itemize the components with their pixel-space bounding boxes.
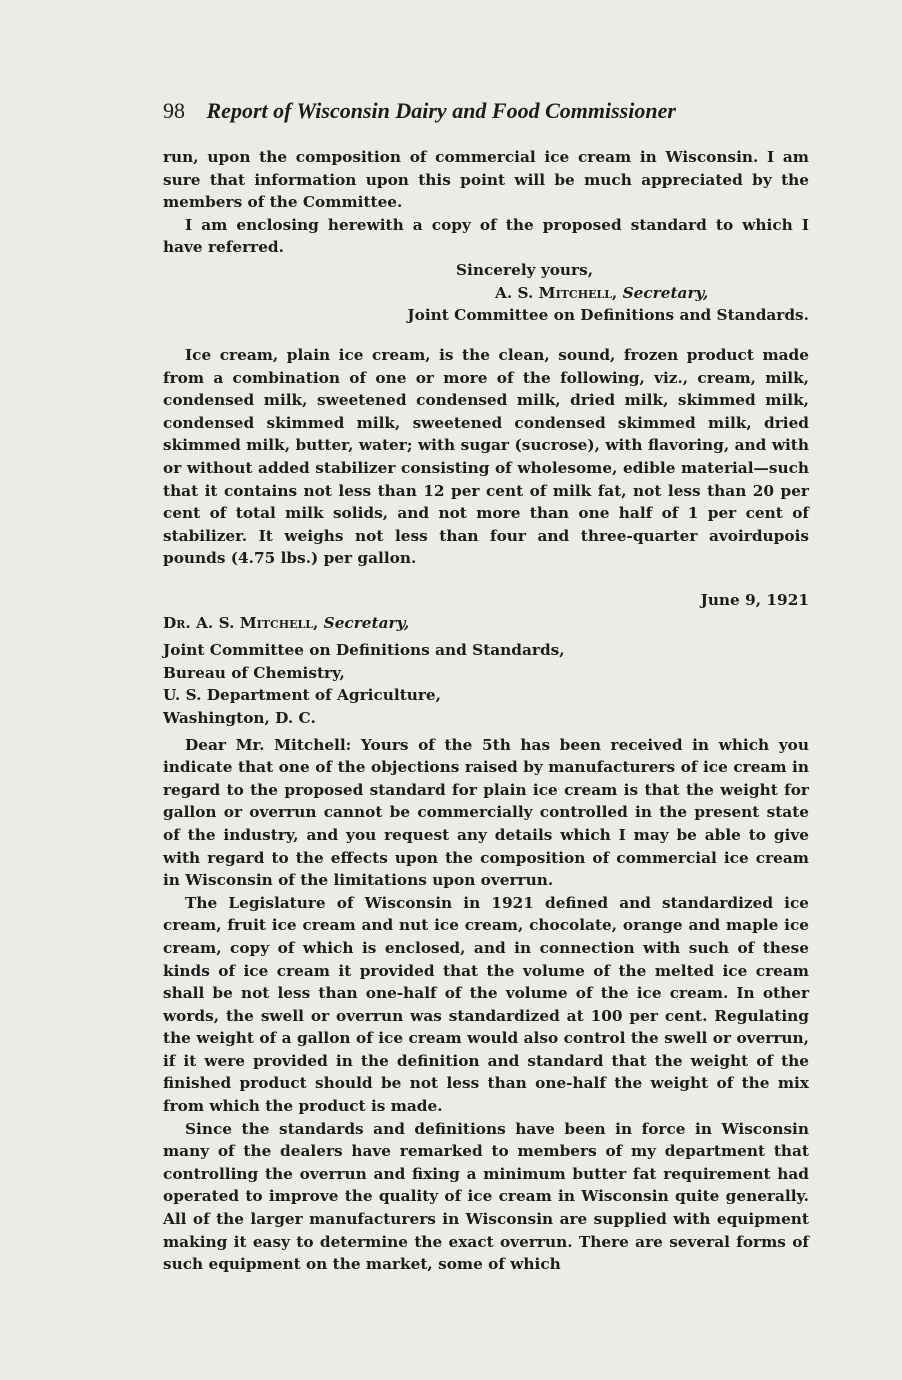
address-line: U. S. Department of Agriculture,	[163, 686, 441, 705]
address-line: Bureau of Chemistry,	[163, 663, 345, 682]
signer-title: Secretary,	[622, 283, 709, 302]
addressee-title: Secretary,	[323, 613, 410, 632]
running-header	[163, 98, 783, 124]
signer-name: A. S. Mitchell,	[495, 283, 618, 302]
running-title: Report of Wisconsin Dairy and Food Commissioner	[206, 98, 676, 123]
letter-paragraph: The Legislature of Wisconsin in 1921 defined and standardized ice cream, fruit ice cream and nut ice cream, chocolate, orange and maple ice cream, copy of which is enclosed, and in connection with such of these kinds of ice cream it provided that the volume of the melted ice cream shall be not less than one-half of the volume of the ice cream. In other words, the swell or overrun was standardized at 100 per cent. Regulating the weight of a gallon of ice cream would also control the swell or overrun, if it were provided in the definition and standard that the weight of the finished product should be not less than one-half the weight of the mix from which the product is made.	[163, 893, 809, 1116]
proposed-standard-text: Ice cream, plain ice cream, is the clean, sound, frozen product made from a combination of one or more of the following, viz., cream, milk, condensed milk, sweetened condensed milk, dried milk, skimmed milk, condensed skimmed milk, sweetened condensed skimmed milk, dried skimmed milk, butter, water; with sugar (sucrose), with flavoring, and with or without added stabilizer consisting of wholesome, edible material—such that it contains not less than 12 per cent of milk fat, not less than 20 per cent of total milk solids, and not more than one half of 1 per cent of stabilizer. It weighs not less than four and three-quarter avoirdupois pounds (4.75 lbs.) per gallon.	[163, 346, 809, 568]
proposed-standard-block	[163, 344, 809, 570]
letter-one-signature	[163, 282, 809, 305]
letter-one-block	[163, 146, 809, 327]
letter-paragraph: Dear Mr. Mitchell: Yours of the 5th has been received in which you indicate that one of the objections raised by manufacturers of ice cream in regard to the proposed standard for plain ice cream is that the weight for gallon or overrun cannot be commercially controlled in the present state of the industry, and you request any details which I may be able to give with regard to the effects upon the composition of commercial ice cream in Wisconsin of the limitations upon overrun.	[163, 735, 809, 890]
letter-paragraph: Since the standards and definitions have been in force in Wisconsin many of the dealers have remarked to members of my department that controlling the overrun and fixing a minimum butter fat requirement had operated to improve the quality of ice cream in Wisconsin quite generally. All of the larger manufacturers in Wisconsin are supplied with equipment making it easy to determine the exact overrun. There are several forms of such equipment on the market, some of which	[163, 1119, 809, 1274]
addressee-name: Dr. A. S. Mitchell,	[163, 613, 319, 632]
address-block	[163, 639, 809, 729]
address-line: Washington, D. C.	[163, 708, 316, 727]
letter-two-body	[163, 734, 809, 1276]
address-line: Joint Committee on Definitions and Standards,	[163, 641, 565, 660]
letter-two-block	[163, 589, 809, 1276]
letter-one-enclosure: I am enclosing herewith a copy of the proposed standard to which I have referred.	[163, 215, 809, 257]
page-number: 98	[163, 98, 185, 123]
letter-date: June 9, 1921	[700, 591, 809, 609]
signer-organization: Joint Committee on Definitions and Standards.	[407, 306, 809, 325]
addressee-line	[163, 612, 809, 635]
letter-one-closing: Sincerely yours,	[456, 260, 594, 279]
letter-one-continuation: run, upon the composition of commercial ice cream in Wisconsin. I am sure that information upon this point will be much appreciated by the members of the Committee.	[163, 148, 809, 212]
